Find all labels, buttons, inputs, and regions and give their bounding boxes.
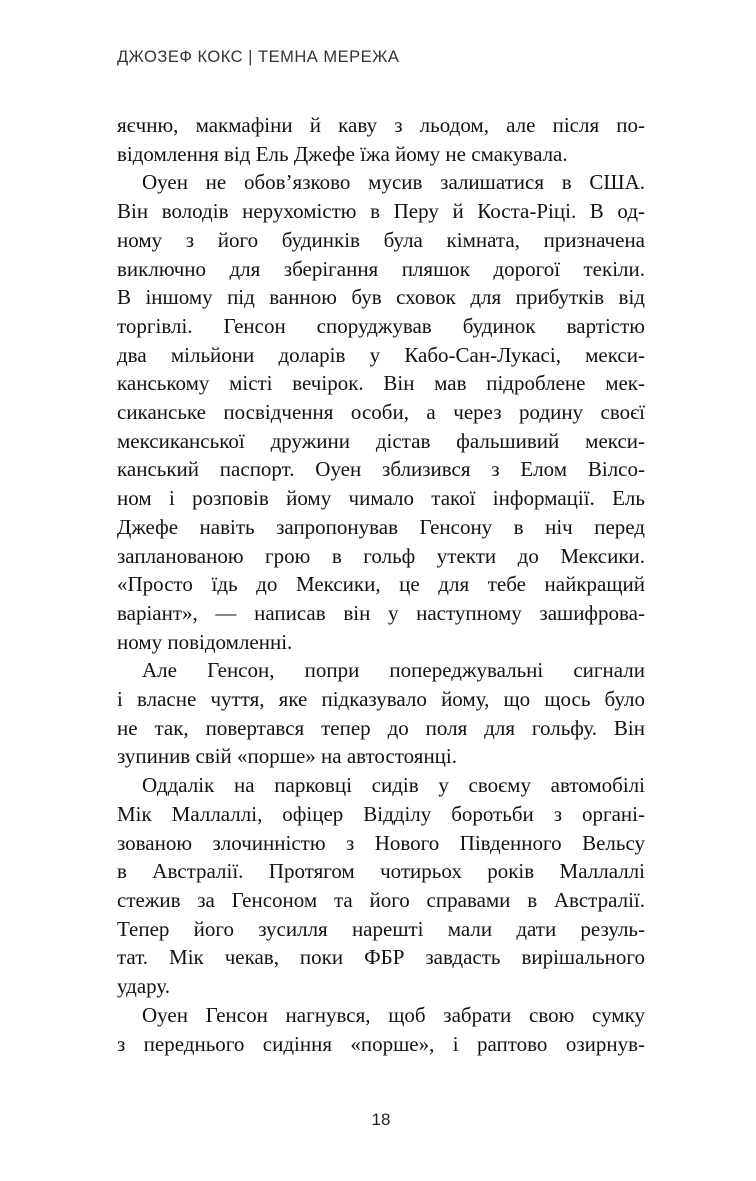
page-number: 18 (371, 1110, 391, 1129)
text-line: Оддалік на парковці сидів у своєму автомобілі (142, 773, 645, 798)
text-line: Джефе навіть запропонував Генсону в ніч перед (117, 514, 645, 539)
text-line: тат. Мік чекав, поки ФБР завдасть вирішального (117, 945, 645, 970)
text-line: канському місті вечірок. Він мав підроблене мек- (117, 371, 645, 396)
text-line: зупинив свій «порше» на автостоянці. (117, 744, 457, 769)
text-line: варіант», — написав він у наступному зашифрова- (117, 600, 645, 625)
text-line: яєчню, макмафіни й каву з льодом, але після по- (117, 113, 645, 137)
text-line: не так, повертався тепер до поля для гольфу. Він (117, 715, 645, 740)
text-line: два мільйони доларів у Кабо-Сан-Лукасі, мекси- (117, 342, 645, 367)
text-line: ном і розповів йому чимало такої інформації. Ель (117, 486, 645, 511)
text-line: удару. (117, 974, 171, 999)
text-line: Але Генсон, попри попереджувальні сигнали (142, 658, 645, 683)
text-line: канський паспорт. Оуен зблизився з Елом Вілсо- (117, 457, 645, 482)
text-line: виключно для зберігання пляшок дорогої текіли. (117, 256, 645, 281)
text-line: з переднього сидіння «порше», і раптово озирнув- (117, 1031, 645, 1056)
text-line: Він володів нерухомістю в Перу й Коста-Ріці. В од- (117, 199, 645, 224)
text-line: в Австралії. Протягом чотирьох років Маллаллі (117, 859, 645, 884)
text-line: і власне чуття, яке підказувало йому, що щось було (117, 687, 645, 712)
text-line: запланованою грою в гольф утекти до Мексики. (117, 543, 645, 568)
text-line: ному з його будинків була кімната, призначена (117, 227, 645, 252)
running-header: ДЖОЗЕФ КОКС | ТЕМНА МЕРЕЖА (117, 48, 400, 66)
text-line: «Просто їдь до Мексики, це для тебе найкращий (117, 572, 645, 597)
text-line: В іншому під ванною був сховок для прибутків від (117, 285, 645, 310)
text-line: відомлення від Ель Джефе їжа йому не смакувала. (117, 141, 568, 166)
text-line: Оуен не обов’язково мусив залишатися в США. (142, 170, 645, 195)
text-line: Оуен Генсон нагнувся, щоб забрати свою сумку (142, 1002, 645, 1027)
text-line: торгівлі. Генсон споруджував будинок вартістю (117, 313, 645, 338)
text-line: сиканське посвідчення особи, а через родину своєї (117, 400, 645, 425)
text-line: стежив за Генсоном та його справами в Австралії. (117, 887, 645, 912)
text-line: зованою злочинністю з Нового Південного Вельсу (117, 830, 645, 855)
text-line: ному повідомленні. (117, 629, 293, 654)
text-line: Мік Маллаллі, офіцер Відділу боротьби з органі- (117, 801, 645, 826)
text-line: Тепер його зусилля нарешті мали дати резуль- (117, 916, 645, 941)
page-body-text (117, 111, 645, 1058)
text-line: мексиканської дружини дістав фальшивий мекси- (117, 428, 645, 453)
